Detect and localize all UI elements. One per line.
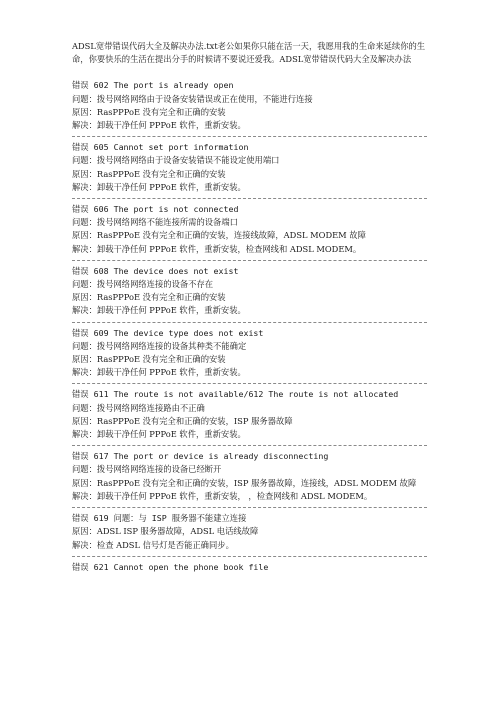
dashed-separator (72, 322, 427, 323)
document-body (72, 40, 432, 574)
dashed-separator (72, 383, 427, 384)
entry-problem: 问题：拨号网络网络由于设备安装错误不能设定使用端口 (72, 155, 280, 166)
entry-problem: 问题：拨号网络网络连接路由不正确 (72, 402, 205, 413)
error-entry-605 (72, 141, 432, 194)
entry-solution: 解决：卸载干净任何 PPPoE 软件，重新安装， ，检查网线和 ADSL MODEM。 (72, 490, 373, 501)
error-entry-608 (72, 265, 432, 318)
entry-solution: 解决：卸载干净任何 PPPoE 软件，重新安装，检查网线和 ADSL MODEM。 (72, 243, 362, 254)
error-entry-617 (72, 450, 432, 503)
entry-title: 错误 619 问题：与 ISP 服务器不能建立连接 (72, 513, 247, 524)
entry-solution: 解决：卸载干净任何 PPPoE 软件，重新安装。 (72, 429, 246, 440)
error-entry-602 (72, 79, 432, 132)
entry-cause: 原因：ADSL ISP 服务器故障，ADSL 电话线故障 (72, 526, 259, 537)
entry-solution: 解决：卸载干净任何 PPPoE 软件，重新安装。 (72, 367, 246, 378)
dashed-separator (72, 260, 427, 261)
entry-title: 错误 602 The port is already open (72, 80, 234, 91)
entry-problem: 问题：拨号网络网络由于设备安装错误或正在使用，不能进行连接 (72, 93, 313, 104)
entry-cause: 原因：RasPPPoE 没有完全和正确的安装 (72, 292, 226, 303)
dashed-separator (72, 507, 427, 508)
entry-cause: 原因：RasPPPoE 没有完全和正确的安装，连接线故障，ADSL MODEM 故障 (72, 230, 366, 241)
error-entry-606 (72, 203, 432, 256)
entry-title: 错误 617 The port or device is already disconnecting (72, 451, 329, 462)
entry-cause: 原因：RasPPPoE 没有完全和正确的安装，ISP 服务器故障，连接线，ADSL MODEM 故障 (72, 477, 417, 488)
intro-paragraph: ADSL宽带错误代码大全及解决办法.txt老公如果你只能在活一天，我愿用我的生命来延续你的生命，你要快乐的生活在提出分手的时候请不要说还爱我。ADSL宽带错误代码大全及解决办法 (72, 41, 426, 65)
entry-cause: 原因：RasPPPoE 没有完全和正确的安装 (72, 354, 226, 365)
entry-title: 错误 605 Cannot set port information (72, 142, 249, 153)
error-entry-609 (72, 327, 432, 380)
entry-solution: 解决：卸载干净任何 PPPoE 软件，重新安装。 (72, 120, 246, 131)
dashed-separator (72, 556, 427, 557)
dashed-separator (72, 198, 427, 199)
entry-cause: 原因：RasPPPoE 没有完全和正确的安装，ISP 服务器故障 (72, 415, 293, 426)
entry-problem: 问题：拨号网络网络不能连接所需的设备端口 (72, 217, 238, 228)
error-entry-619 (72, 512, 432, 552)
dashed-separator (72, 136, 427, 137)
entry-problem: 问题：拨号网络网络连接的设备不存在 (72, 279, 214, 290)
entry-problem: 问题：拨号网络网络连接的设备其种类不能确定 (72, 340, 247, 351)
error-entry-611 (72, 388, 432, 441)
entry-solution: 解决：卸载干净任何 PPPoE 软件，重新安装。 (72, 181, 246, 192)
entry-solution: 解决：卸载干净任何 PPPoE 软件，重新安装。 (72, 305, 246, 316)
entry-title: 错误 609 The device type does not exist (72, 327, 264, 338)
entry-cause: 原因：RasPPPoE 没有完全和正确的安装 (72, 106, 226, 117)
entry-cause: 原因：RasPPPoE 没有完全和正确的安装 (72, 168, 226, 179)
entry-solution: 解决：检查 ADSL 信号灯是否能正确同步。 (72, 539, 234, 550)
entry-title: 错误 621 Cannot open the phone book file (72, 561, 269, 572)
entry-title: 错误 606 The port is not connected (72, 204, 239, 215)
error-entry-621 (72, 561, 432, 574)
entry-problem: 问题：拨号网络网络连接的设备已经断开 (72, 464, 222, 475)
entry-title: 错误 611 The route is not available/612 The route is not allocated (72, 389, 399, 400)
dashed-separator (72, 445, 427, 446)
entry-title: 错误 608 The device does not exist (72, 265, 239, 276)
